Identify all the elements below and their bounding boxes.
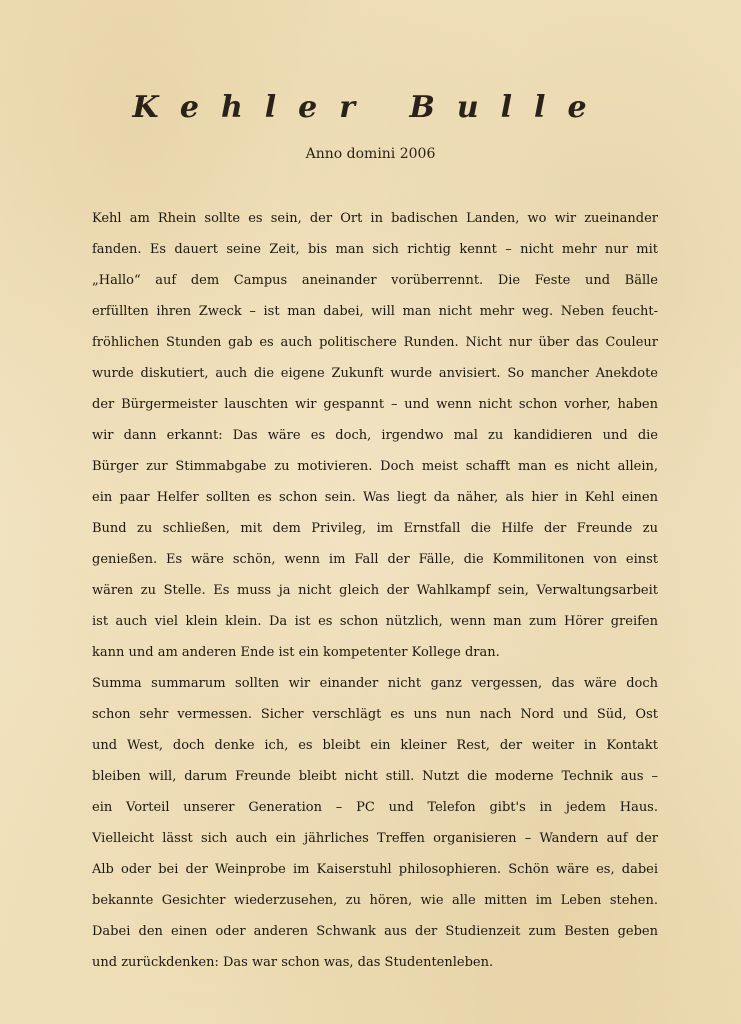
poem-line: und West, doch denke ich, es bleibt ein kleiner Rest, der weiter in Kontakt: [92, 738, 658, 753]
poem-line: Vielleicht lässt sich auch ein jährliches Treffen organisieren – Wandern auf der: [92, 831, 658, 846]
poem-line: fanden. Es dauert seine Zeit, bis man sich richtig kennt – nicht mehr nur mit: [92, 242, 658, 257]
poem-line: und zurückdenken: Das war schon was, das Studentenleben.: [92, 955, 494, 970]
poem-line: schon sehr vermessen. Sicher verschlägt es uns nun nach Nord und Süd, Ost: [92, 707, 658, 722]
poem-line: Dabei den einen oder anderen Schwank aus der Studienzeit zum Besten geben: [92, 924, 658, 939]
poem-line: ein Vorteil unserer Generation – PC und Telefon gibt's in jedem Haus.: [92, 800, 658, 815]
poem-line: kann und am anderen Ende ist ein kompetenter Kollege dran.: [92, 645, 500, 660]
poem-line: bekannte Gesichter wiederzusehen, zu hören, wie alle mitten im Leben stehen.: [92, 893, 658, 908]
poem-line: wären zu Stelle. Es muss ja nicht gleich der Wahlkampf sein, Verwaltungsarbeit: [92, 583, 658, 598]
poem-line: erfüllten ihren Zweck – ist man dabei, will man nicht mehr weg. Neben feucht-: [92, 304, 658, 319]
poem-line: Bund zu schließen, mit dem Privileg, im Ernstfall die Hilfe der Freunde zu: [92, 521, 658, 536]
poem-line: wir dann erkannt: Das wäre es doch, irgendwo mal zu kandidieren und die: [92, 428, 658, 443]
poem-line: ein paar Helfer sollten es schon sein. Was liegt da näher, als hier in Kehl einen: [92, 490, 658, 505]
poem-line: bleiben will, darum Freunde bleibt nicht still. Nutzt die moderne Technik aus –: [92, 769, 658, 784]
poem-line: wurde diskutiert, auch die eigene Zukunft wurde anvisiert. So mancher Anekdote: [92, 366, 658, 381]
poem-line: ist auch viel klein klein. Da ist es schon nützlich, wenn man zum Hörer greifen: [92, 614, 658, 629]
page-title: Kehler Bulle: [132, 90, 609, 125]
poem-body: [92, 203, 658, 978]
poem-line: fröhlichen Stunden gab es auch politischere Runden. Nicht nur über das Couleur: [92, 335, 658, 350]
poem-line: Summa summarum sollten wir einander nicht ganz vergessen, das wäre doch: [92, 676, 658, 691]
poem-line: „Hallo“ auf dem Campus aneinander vorüberrennt. Die Feste und Bälle: [92, 273, 658, 288]
page-subtitle: Anno domini 2006: [305, 146, 436, 162]
poem-line: Kehl am Rhein sollte es sein, der Ort in badischen Landen, wo wir zueinander: [92, 211, 658, 226]
poem-line: der Bürgermeister lauschten wir gespannt – und wenn nicht schon vorher, haben: [92, 397, 658, 412]
poem-line: Bürger zur Stimmabgabe zu motivieren. Doch meist schafft man es nicht allein,: [92, 459, 658, 474]
poem-line: Alb oder bei der Weinprobe im Kaiserstuhl philosophieren. Schön wäre es, dabei: [92, 862, 658, 877]
poem-line: genießen. Es wäre schön, wenn im Fall der Fälle, die Kommilitonen von einst: [92, 552, 658, 567]
